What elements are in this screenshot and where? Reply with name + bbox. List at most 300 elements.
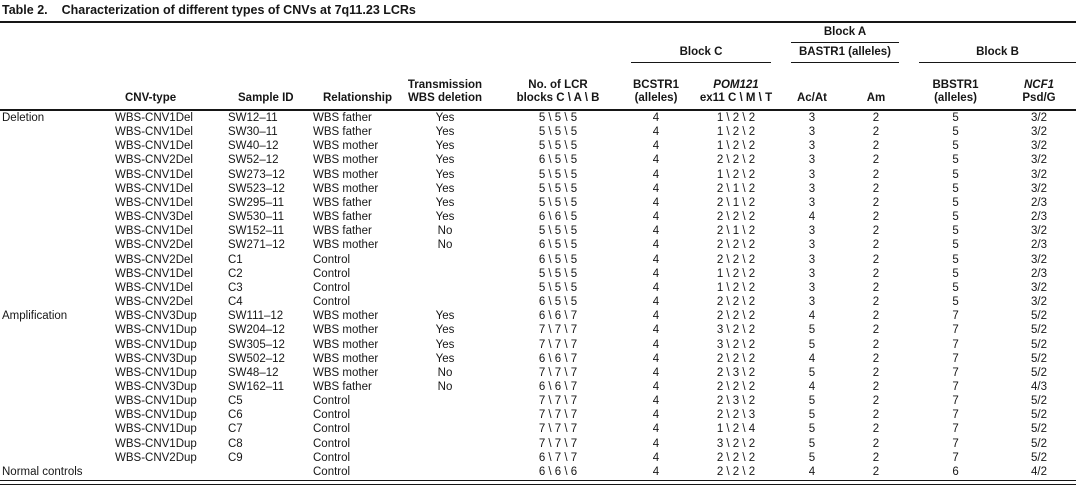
cell-ncf1: 3/2 xyxy=(1031,182,1048,195)
cell-lcr-blocks: 6 \ 6 \ 5 xyxy=(538,211,578,224)
cell-ac-at: 3 xyxy=(808,112,816,124)
cell-sample-id: SW12–11 xyxy=(228,112,278,124)
cell-am: 2 xyxy=(872,352,880,365)
cell-transmission xyxy=(395,465,495,479)
cell-ncf1: 5/2 xyxy=(1031,310,1048,323)
cell-bcstr1: 4 xyxy=(652,168,660,181)
cell-lcr-blocks: 6 \ 6 \ 7 xyxy=(538,310,578,323)
cell-relationship: WBS father xyxy=(313,211,372,224)
cell-pom121: 2 \ 2 \ 2 xyxy=(716,465,756,478)
cell-am: 2 xyxy=(872,281,880,294)
cell-relationship: WBS mother xyxy=(313,182,379,195)
cell-pom121: 1 \ 2 \ 2 xyxy=(716,267,756,280)
cell-group: Deletion xyxy=(2,112,45,124)
cell-relationship: Control xyxy=(313,281,351,294)
table-row xyxy=(0,366,1076,380)
cell-cnv-type: WBS-CNV1Dup xyxy=(115,366,197,379)
cell-bbstr1: 7 xyxy=(952,409,959,422)
cell-bcstr1: 4 xyxy=(652,380,660,393)
block-a-header: Block A xyxy=(781,23,909,43)
cell-ncf1: 3/2 xyxy=(1031,126,1048,139)
cell-am: 2 xyxy=(872,140,880,153)
cell-lcr-blocks: 5 \ 5 \ 5 xyxy=(538,112,578,124)
cell-cnv-type xyxy=(113,465,226,479)
cell-group xyxy=(0,422,113,436)
cell-lcr-blocks: 6 \ 5 \ 5 xyxy=(538,154,578,167)
cell-bcstr1: 4 xyxy=(652,366,660,379)
cell-bcstr1: 4 xyxy=(652,267,660,280)
cell-bcstr1: 4 xyxy=(652,140,660,153)
cell-transmission: Yes xyxy=(435,338,455,351)
cell-bbstr1: 5 xyxy=(952,182,959,195)
cell-lcr-blocks: 5 \ 5 \ 5 xyxy=(538,281,578,294)
cell-group: Amplification xyxy=(2,310,68,323)
cell-bbstr1: 5 xyxy=(952,168,959,181)
cell-relationship: Control xyxy=(313,451,351,464)
cell-transmission: No xyxy=(437,380,453,393)
cell-group xyxy=(0,139,113,153)
table-row xyxy=(0,352,1076,366)
cell-relationship: Control xyxy=(313,409,351,422)
cell-bbstr1: 5 xyxy=(952,225,959,238)
cell-group xyxy=(0,253,113,267)
cell-ncf1: 2/3 xyxy=(1031,239,1048,252)
cell-cnv-type: WBS-CNV1Dup xyxy=(115,338,197,351)
cell-relationship: Control xyxy=(313,296,351,309)
cell-cnv-type: WBS-CNV2Del xyxy=(115,253,193,266)
cell-sample-id: SW162–11 xyxy=(228,380,285,393)
col-header-transmission: Transmission WBS deletion xyxy=(395,23,495,110)
header-spacer-block-b xyxy=(909,23,1076,43)
cell-pom121: 2 \ 2 \ 2 xyxy=(716,253,756,266)
cell-lcr-blocks: 7 \ 7 \ 7 xyxy=(538,437,578,450)
cell-sample-id: SW523–12 xyxy=(228,182,285,195)
cell-group xyxy=(0,125,113,139)
cell-relationship: WBS mother xyxy=(313,154,379,167)
cell-ac-at: 3 xyxy=(808,296,816,309)
cell-bbstr1: 5 xyxy=(952,154,959,167)
cell-cnv-type: WBS-CNV1Del xyxy=(115,140,193,153)
cell-cnv-type: WBS-CNV3Del xyxy=(115,211,193,224)
cell-pom121: 2 \ 1 \ 2 xyxy=(716,196,756,209)
cell-group xyxy=(0,352,113,366)
cell-am: 2 xyxy=(872,395,880,408)
cell-group xyxy=(0,338,113,352)
cell-cnv-type: WBS-CNV2Del xyxy=(115,154,193,167)
cell-ac-at: 5 xyxy=(808,366,816,379)
cell-cnv-type: WBS-CNV3Dup xyxy=(115,380,197,393)
col-header-ncf1: NCF1 Psd/G xyxy=(1002,63,1076,110)
cell-ncf1: 3/2 xyxy=(1031,225,1048,238)
cell-pom121: 2 \ 2 \ 2 xyxy=(716,380,756,393)
cell-am: 2 xyxy=(872,380,880,393)
cell-am: 2 xyxy=(872,154,880,167)
cell-bcstr1: 4 xyxy=(652,352,660,365)
cell-bbstr1: 5 xyxy=(952,140,959,153)
cell-pom121: 2 \ 1 \ 2 xyxy=(716,182,756,195)
cell-ac-at: 3 xyxy=(808,168,816,181)
cell-sample-id: C5 xyxy=(228,395,243,408)
header-spacer-block-c xyxy=(621,23,781,43)
cell-bbstr1: 7 xyxy=(952,324,959,337)
cell-pom121: 1 \ 2 \ 2 xyxy=(716,140,756,153)
cell-lcr-blocks: 6 \ 6 \ 6 xyxy=(538,465,578,478)
cell-am: 2 xyxy=(872,239,880,252)
cell-cnv-type: WBS-CNV1Dup xyxy=(115,324,197,337)
cell-lcr-blocks: 5 \ 5 \ 5 xyxy=(538,140,578,153)
cell-am: 2 xyxy=(872,196,880,209)
cell-group xyxy=(0,295,113,309)
cell-cnv-type: WBS-CNV1Del xyxy=(115,196,193,209)
cell-bbstr1: 5 xyxy=(952,296,959,309)
cell-pom121: 2 \ 2 \ 2 xyxy=(716,310,756,323)
cell-ac-at: 5 xyxy=(808,451,816,464)
cell-group xyxy=(0,437,113,451)
cell-ncf1: 2/3 xyxy=(1031,211,1048,224)
col-header-group xyxy=(0,23,113,110)
table-row xyxy=(0,394,1076,408)
cell-sample-id: C7 xyxy=(228,423,243,436)
cell-bcstr1: 4 xyxy=(652,253,660,266)
cell-lcr-blocks: 7 \ 7 \ 7 xyxy=(538,423,578,436)
cell-bcstr1: 4 xyxy=(652,239,660,252)
cell-sample-id: SW52–12 xyxy=(228,154,279,167)
cell-lcr-blocks: 7 \ 7 \ 7 xyxy=(538,366,578,379)
cell-am: 2 xyxy=(872,366,880,379)
cell-ac-at: 3 xyxy=(808,239,816,252)
table-row xyxy=(0,380,1076,394)
cell-am: 2 xyxy=(872,253,880,266)
cell-relationship: Control xyxy=(313,423,351,436)
cell-lcr-blocks: 7 \ 7 \ 7 xyxy=(538,409,578,422)
cell-transmission: No xyxy=(437,366,453,379)
cell-bbstr1: 5 xyxy=(952,112,959,124)
cell-bcstr1: 4 xyxy=(652,324,660,337)
cell-ac-at: 4 xyxy=(808,352,816,365)
col-header-bbstr1: BBSTR1 (alleles) xyxy=(909,63,1002,110)
cell-bcstr1: 4 xyxy=(652,395,660,408)
cell-am: 2 xyxy=(872,267,880,280)
table-row xyxy=(0,168,1076,182)
cell-cnv-type: WBS-CNV1Del xyxy=(115,126,193,139)
cell-pom121: 1 \ 2 \ 2 xyxy=(716,168,756,181)
table-row xyxy=(0,125,1076,139)
cell-bbstr1: 7 xyxy=(952,380,959,393)
table-row xyxy=(0,408,1076,422)
cell-bcstr1: 4 xyxy=(652,196,660,209)
cell-relationship: WBS mother xyxy=(313,140,379,153)
col-header-lcr-blocks: No. of LCR blocks C \ A \ B xyxy=(495,23,621,110)
cell-am: 2 xyxy=(872,409,880,422)
table-row xyxy=(0,238,1076,252)
cell-cnv-type: WBS-CNV3Dup xyxy=(115,310,197,323)
cell-transmission: Yes xyxy=(435,112,455,124)
cell-cnv-type: WBS-CNV1Del xyxy=(115,281,193,294)
cell-ncf1: 5/2 xyxy=(1031,324,1048,337)
cell-sample-id: SW502–12 xyxy=(228,352,285,365)
cell-ac-at: 3 xyxy=(808,253,816,266)
cell-transmission: Yes xyxy=(435,352,455,365)
cell-ac-at: 4 xyxy=(808,465,816,478)
cell-pom121: 2 \ 2 \ 2 xyxy=(716,239,756,252)
cell-bcstr1: 4 xyxy=(652,112,660,124)
table-row xyxy=(0,224,1076,238)
cell-bbstr1: 7 xyxy=(952,395,959,408)
cell-pom121: 1 \ 2 \ 2 xyxy=(716,126,756,139)
cell-relationship: Control xyxy=(313,267,351,280)
col-header-ac-at: Ac/At xyxy=(781,63,843,110)
table-row xyxy=(0,267,1076,281)
cell-relationship: WBS mother xyxy=(313,366,379,379)
cell-relationship: WBS father xyxy=(313,126,372,139)
cell-group xyxy=(0,451,113,465)
cell-bcstr1: 4 xyxy=(652,296,660,309)
cell-relationship: WBS mother xyxy=(313,352,379,365)
cell-transmission xyxy=(395,253,495,267)
table-row xyxy=(0,139,1076,153)
cell-transmission: No xyxy=(437,239,453,252)
cell-bbstr1: 7 xyxy=(952,310,959,323)
cell-am: 2 xyxy=(872,225,880,238)
cell-ac-at: 3 xyxy=(808,154,816,167)
cell-transmission: Yes xyxy=(435,168,455,181)
cell-cnv-type: WBS-CNV1Dup xyxy=(115,423,197,436)
cell-pom121: 2 \ 3 \ 2 xyxy=(716,366,756,379)
cell-bcstr1: 4 xyxy=(652,225,660,238)
cell-sample-id: SW40–12 xyxy=(228,140,279,153)
cell-ncf1: 5/2 xyxy=(1031,423,1048,436)
cell-bcstr1: 4 xyxy=(652,182,660,195)
cell-lcr-blocks: 7 \ 7 \ 7 xyxy=(538,338,578,351)
cell-relationship: WBS mother xyxy=(313,324,379,337)
cell-group xyxy=(0,168,113,182)
cell-ac-at: 3 xyxy=(808,182,816,195)
cell-ac-at: 5 xyxy=(808,423,816,436)
cell-cnv-type: WBS-CNV1Dup xyxy=(115,437,197,450)
cell-relationship: WBS father xyxy=(313,112,372,124)
cell-transmission xyxy=(395,295,495,309)
cell-lcr-blocks: 6 \ 6 \ 7 xyxy=(538,380,578,393)
cell-bcstr1: 4 xyxy=(652,281,660,294)
cell-relationship: WBS mother xyxy=(313,239,379,252)
cell-pom121: 3 \ 2 \ 2 xyxy=(716,437,756,450)
cell-group xyxy=(0,366,113,380)
cell-bbstr1: 6 xyxy=(952,465,959,478)
cell-ncf1: 3/2 xyxy=(1031,168,1048,181)
cell-am: 2 xyxy=(872,423,880,436)
cell-bcstr1: 4 xyxy=(652,409,660,422)
cell-lcr-blocks: 7 \ 7 \ 7 xyxy=(538,324,578,337)
block-c-header: Block C xyxy=(621,43,781,63)
col-header-sample-id: Sample ID xyxy=(226,23,311,110)
cell-bbstr1: 5 xyxy=(952,281,959,294)
cell-relationship: Control xyxy=(313,437,351,450)
cell-pom121: 2 \ 2 \ 2 xyxy=(716,211,756,224)
cell-sample-id: SW305–12 xyxy=(228,338,285,351)
cell-lcr-blocks: 5 \ 5 \ 5 xyxy=(538,168,578,181)
cell-sample-id xyxy=(226,465,311,479)
cnv-characterization-table xyxy=(0,23,1076,479)
cell-transmission: Yes xyxy=(435,211,455,224)
cell-sample-id: SW273–12 xyxy=(228,168,285,181)
cell-group xyxy=(0,153,113,167)
cell-transmission xyxy=(395,408,495,422)
cell-group xyxy=(0,323,113,337)
table-row xyxy=(0,338,1076,352)
cell-ncf1: 3/2 xyxy=(1031,112,1048,124)
table-row xyxy=(0,253,1076,267)
cell-cnv-type: WBS-CNV1Del xyxy=(115,225,193,238)
cell-bbstr1: 7 xyxy=(952,366,959,379)
cell-relationship: WBS father xyxy=(313,196,372,209)
cell-bbstr1: 5 xyxy=(952,239,959,252)
cell-ncf1: 5/2 xyxy=(1031,352,1048,365)
cell-am: 2 xyxy=(872,296,880,309)
cell-transmission: Yes xyxy=(435,324,455,337)
cell-bbstr1: 7 xyxy=(952,451,959,464)
cell-relationship: WBS mother xyxy=(313,310,379,323)
cell-lcr-blocks: 5 \ 5 \ 5 xyxy=(538,182,578,195)
cell-ac-at: 3 xyxy=(808,225,816,238)
cell-sample-id: SW204–12 xyxy=(228,324,285,337)
cell-sample-id: C9 xyxy=(228,451,243,464)
cell-lcr-blocks: 6 \ 5 \ 5 xyxy=(538,253,578,266)
col-header-am: Am xyxy=(843,63,909,110)
cell-group xyxy=(0,238,113,252)
table-row xyxy=(0,196,1076,210)
cell-ncf1: 4/2 xyxy=(1031,465,1048,478)
cell-cnv-type: WBS-CNV1Del xyxy=(115,168,193,181)
cell-sample-id: C8 xyxy=(228,437,243,450)
cell-sample-id: SW271–12 xyxy=(228,239,285,252)
cell-relationship: Control xyxy=(313,465,351,478)
cell-am: 2 xyxy=(872,112,880,124)
cell-transmission xyxy=(395,267,495,281)
cell-am: 2 xyxy=(872,211,880,224)
cell-transmission: Yes xyxy=(435,140,455,153)
cell-lcr-blocks: 6 \ 6 \ 7 xyxy=(538,352,578,365)
cell-transmission: Yes xyxy=(435,182,455,195)
cell-sample-id: SW530–11 xyxy=(228,211,285,224)
cell-transmission: No xyxy=(437,225,453,238)
cell-ac-at: 3 xyxy=(808,281,816,294)
cell-ncf1: 3/2 xyxy=(1031,281,1048,294)
cell-relationship: WBS father xyxy=(313,225,372,238)
cell-bbstr1: 5 xyxy=(952,196,959,209)
cell-transmission: Yes xyxy=(435,196,455,209)
cell-transmission xyxy=(395,281,495,295)
cell-group xyxy=(0,394,113,408)
cell-ac-at: 5 xyxy=(808,437,816,450)
cell-cnv-type: WBS-CNV2Del xyxy=(115,239,193,252)
cell-bcstr1: 4 xyxy=(652,310,660,323)
cell-am: 2 xyxy=(872,182,880,195)
cell-bbstr1: 5 xyxy=(952,126,959,139)
table-row xyxy=(0,422,1076,436)
cell-sample-id: SW152–11 xyxy=(228,225,285,238)
cell-ncf1: 3/2 xyxy=(1031,140,1048,153)
cell-bbstr1: 5 xyxy=(952,211,959,224)
cell-ncf1: 5/2 xyxy=(1031,366,1048,379)
cell-transmission xyxy=(395,451,495,465)
cell-ncf1: 5/2 xyxy=(1031,437,1048,450)
cell-lcr-blocks: 6 \ 5 \ 5 xyxy=(538,296,578,309)
cell-pom121: 3 \ 2 \ 2 xyxy=(716,338,756,351)
cell-bcstr1: 4 xyxy=(652,126,660,139)
table-caption-text: Characterization of different types of CNVs at 7q11.23 LCRs xyxy=(61,3,416,17)
cell-pom121: 2 \ 2 \ 2 xyxy=(716,451,756,464)
cell-ncf1: 2/3 xyxy=(1031,267,1048,280)
table-row xyxy=(0,182,1076,196)
cell-ac-at: 5 xyxy=(808,324,816,337)
cell-ac-at: 3 xyxy=(808,126,816,139)
cell-relationship: WBS mother xyxy=(313,168,379,181)
table-row xyxy=(0,281,1076,295)
col-header-pom121: POM121 ex11 C \ M \ T xyxy=(691,63,781,110)
table-header xyxy=(0,23,1076,110)
cell-ncf1: 5/2 xyxy=(1031,451,1048,464)
col-header-relationship: Relationship xyxy=(311,23,395,110)
cell-group xyxy=(0,408,113,422)
cell-am: 2 xyxy=(872,310,880,323)
cell-ncf1: 3/2 xyxy=(1031,154,1048,167)
cell-ac-at: 5 xyxy=(808,338,816,351)
table-row xyxy=(0,110,1076,125)
cell-ac-at: 4 xyxy=(808,211,816,224)
cell-am: 2 xyxy=(872,126,880,139)
cell-lcr-blocks: 5 \ 5 \ 5 xyxy=(538,126,578,139)
cell-am: 2 xyxy=(872,338,880,351)
cell-transmission: Yes xyxy=(435,310,455,323)
cell-sample-id: SW30–11 xyxy=(228,126,278,139)
col-header-cnv-type: CNV-type xyxy=(113,23,226,110)
cell-ac-at: 4 xyxy=(808,380,816,393)
cell-ncf1: 3/2 xyxy=(1031,296,1048,309)
cell-ac-at: 3 xyxy=(808,267,816,280)
cell-sample-id: SW295–11 xyxy=(228,196,285,209)
cell-group xyxy=(0,182,113,196)
cell-group xyxy=(0,196,113,210)
cell-cnv-type: WBS-CNV2Del xyxy=(115,296,193,309)
cell-sample-id: C6 xyxy=(228,409,243,422)
cell-am: 2 xyxy=(872,465,880,478)
cell-group xyxy=(0,281,113,295)
cell-pom121: 2 \ 2 \ 2 xyxy=(716,352,756,365)
cell-cnv-type: WBS-CNV2Dup xyxy=(115,451,197,464)
cell-pom121: 2 \ 3 \ 2 xyxy=(716,395,756,408)
cell-cnv-type: WBS-CNV1Del xyxy=(115,182,193,195)
cell-pom121: 1 \ 2 \ 2 xyxy=(716,281,756,294)
cell-relationship: WBS mother xyxy=(313,338,379,351)
cell-lcr-blocks: 7 \ 7 \ 7 xyxy=(538,395,578,408)
cell-sample-id: SW48–12 xyxy=(228,366,279,379)
cell-cnv-type: WBS-CNV1Del xyxy=(115,112,193,124)
cell-cnv-type: WBS-CNV3Dup xyxy=(115,352,197,365)
cell-bcstr1: 4 xyxy=(652,423,660,436)
cell-pom121: 2 \ 2 \ 2 xyxy=(716,296,756,309)
cell-ncf1: 3/2 xyxy=(1031,253,1048,266)
cell-bbstr1: 5 xyxy=(952,253,959,266)
cell-lcr-blocks: 6 \ 7 \ 7 xyxy=(538,451,578,464)
cell-bbstr1: 7 xyxy=(952,423,959,436)
cell-ac-at: 4 xyxy=(808,310,816,323)
cell-transmission: Yes xyxy=(435,126,455,139)
table-body xyxy=(0,110,1076,479)
cell-relationship: Control xyxy=(313,253,351,266)
table-row xyxy=(0,153,1076,167)
cell-am: 2 xyxy=(872,437,880,450)
cell-ncf1: 5/2 xyxy=(1031,338,1048,351)
